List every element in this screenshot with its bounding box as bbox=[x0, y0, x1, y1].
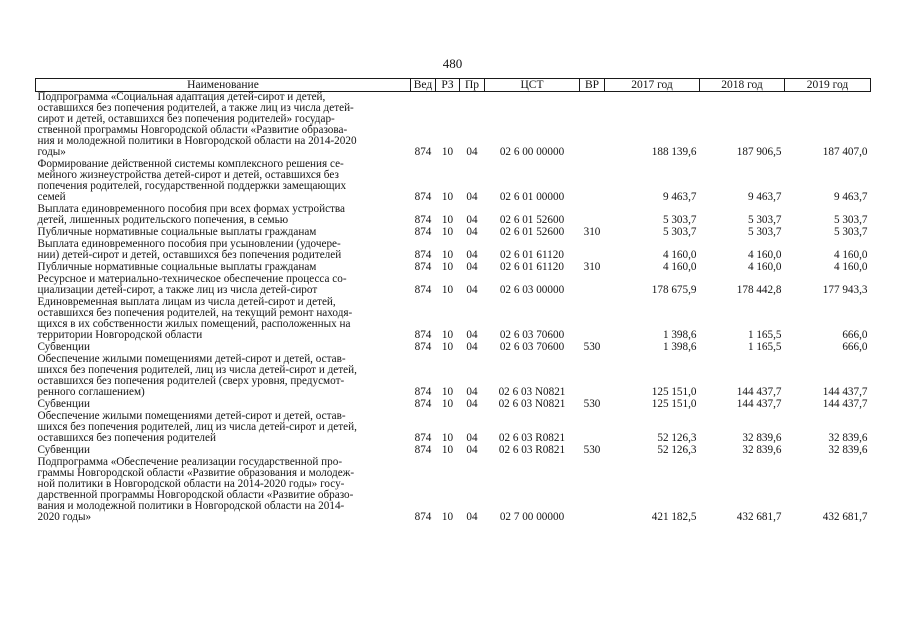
row-ved: 874 bbox=[414, 341, 432, 353]
header-vr: ВР bbox=[580, 79, 605, 92]
row-name: Обеспечение жилыми помещениями детей-сирот и детей, остав- шихся без попечения родителей, лиц из числа детей-сирот и детей, оставшихся без попечения родителей bbox=[37, 410, 357, 444]
row-2019: 9 463,7 bbox=[833, 191, 868, 203]
row-name: Публичные нормативные социальные выплаты гражданам bbox=[37, 261, 317, 273]
row-ved: 874 bbox=[414, 386, 432, 398]
header-row bbox=[36, 79, 871, 92]
page-number: 480 bbox=[442, 56, 463, 71]
row-pr: 04 bbox=[466, 444, 478, 456]
row-ved: 874 bbox=[414, 146, 432, 158]
row-rz: 10 bbox=[441, 386, 454, 398]
row-name: Выплата единовременного пособия при усыновлении (удочере- нии) детей-сирот и детей, оставшихся без попечения родителей bbox=[37, 238, 342, 261]
row-pr: 04 bbox=[466, 261, 478, 273]
row-name: Выплата единовременного пособия при всех формах устройства детей, лишенных родительского попечения, в семью bbox=[37, 203, 346, 226]
row-rz: 10 bbox=[441, 191, 454, 203]
row-2019: 5 303,7 bbox=[833, 214, 868, 226]
row-pr: 04 bbox=[466, 511, 478, 523]
row-pr: 04 bbox=[466, 398, 478, 410]
row-pr: 04 bbox=[466, 214, 478, 226]
row-pr: 04 bbox=[466, 226, 478, 238]
row-ved: 874 bbox=[414, 444, 432, 456]
row-2018: 4 160,0 bbox=[747, 249, 782, 261]
row-2019: 4 160,0 bbox=[833, 261, 868, 273]
row-name: Субвенции bbox=[37, 398, 90, 410]
row-2017: 1 398,6 bbox=[662, 329, 697, 341]
row-2017: 4 160,0 bbox=[662, 249, 697, 261]
row-name: Подпрограмма «Обеспечение реализации государственной про- граммы Новгородской области «Развитие образования и молодеж- ной политики в Новгородской области на 2014-2020 годы» госу- дарственной программы Новгородской области «Развитие образо- вания и молодежной политики в Новгородской области на 2014- 2020 годы» bbox=[37, 456, 355, 523]
row-2017: 52 126,3 bbox=[657, 444, 697, 456]
row-rz: 10 bbox=[441, 432, 454, 444]
row-vr bbox=[580, 297, 605, 342]
row-vr bbox=[580, 204, 605, 227]
row-2017: 52 126,3 bbox=[657, 432, 697, 444]
row-2017: 125 151,0 bbox=[651, 386, 697, 398]
row-2017: 188 139,6 bbox=[651, 146, 697, 158]
row-cst: 02 6 01 61120 bbox=[500, 261, 564, 273]
row-2017: 421 182,5 bbox=[651, 511, 697, 523]
row-2017: 178 675,9 bbox=[651, 284, 697, 296]
row-ved: 874 bbox=[414, 191, 432, 203]
header-cst: ЦСТ bbox=[485, 79, 580, 92]
row-vr bbox=[580, 274, 605, 297]
row-2017: 9 463,7 bbox=[662, 191, 697, 203]
row-2017: 4 160,0 bbox=[662, 261, 697, 273]
budget-table bbox=[35, 78, 871, 524]
row-2019: 4 160,0 bbox=[833, 249, 868, 261]
row-name: Субвенции bbox=[37, 444, 90, 456]
row-rz: 10 bbox=[441, 341, 454, 353]
row-2019: 666,0 bbox=[842, 341, 868, 353]
row-vr bbox=[580, 92, 605, 160]
row-2018: 1 165,5 bbox=[747, 341, 782, 353]
row-rz: 10 bbox=[441, 226, 454, 238]
row-2019: 666,0 bbox=[842, 329, 868, 341]
row-cst: 02 6 03 70600 bbox=[499, 329, 565, 341]
table-row bbox=[36, 274, 871, 297]
header-ved: Вед bbox=[411, 79, 436, 92]
row-2019: 432 681,7 bbox=[822, 511, 868, 523]
row-ved: 874 bbox=[414, 284, 432, 296]
row-vr: 310 bbox=[583, 226, 601, 238]
row-2018: 9 463,7 bbox=[747, 191, 782, 203]
header-2018: 2018 год bbox=[700, 79, 785, 92]
row-2018: 5 303,7 bbox=[747, 226, 782, 238]
row-rz: 10 bbox=[441, 398, 454, 410]
row-2018: 187 906,5 bbox=[736, 146, 782, 158]
row-rz: 10 bbox=[441, 261, 454, 273]
row-name: Публичные нормативные социальные выплаты гражданам bbox=[37, 226, 317, 238]
row-2017: 125 151,0 bbox=[651, 398, 697, 410]
row-vr bbox=[580, 411, 605, 445]
row-2017: 5 303,7 bbox=[662, 214, 697, 226]
row-2018: 32 839,6 bbox=[742, 432, 782, 444]
row-2019: 177 943,3 bbox=[822, 284, 868, 296]
row-ved: 874 bbox=[414, 432, 432, 444]
row-vr bbox=[580, 354, 605, 399]
row-2018: 5 303,7 bbox=[747, 214, 782, 226]
table-row bbox=[36, 354, 871, 399]
row-name: Единовременная выплата лицам из числа детей-сирот и детей, оставшихся без попечения родителей, на текущий ремонт находя- щихся в их собственности жилых помещений, расположенных на территории Новгородской области bbox=[37, 296, 353, 341]
row-cst: 02 6 01 61120 bbox=[500, 249, 564, 261]
row-pr: 04 bbox=[466, 249, 478, 261]
row-2018: 178 442,8 bbox=[736, 284, 782, 296]
row-rz: 10 bbox=[441, 284, 454, 296]
row-2018: 432 681,7 bbox=[736, 511, 782, 523]
row-cst: 02 6 01 00000 bbox=[499, 191, 565, 203]
row-ved: 874 bbox=[414, 226, 432, 238]
row-name: Субвенции bbox=[37, 341, 90, 353]
row-2018: 144 437,7 bbox=[736, 386, 782, 398]
row-2017: 5 303,7 bbox=[662, 226, 697, 238]
row-name: Формирование действенной системы комплексного решения се- мейного жизнеустройства детей-сирот и детей, оставшихся без попечения родителей, государственной поддержки замещающих семей bbox=[37, 158, 347, 203]
row-pr: 04 bbox=[466, 191, 478, 203]
row-cst: 02 6 00 00000 bbox=[499, 146, 565, 158]
row-2018: 144 437,7 bbox=[736, 398, 782, 410]
row-name: Ресурсное и материально-техническое обеспечение процесса со- циализации детей-сирот, а также лиц из числа детей-сирот bbox=[37, 273, 347, 296]
row-rz: 10 bbox=[441, 444, 454, 456]
row-cst: 02 6 01 52600 bbox=[499, 214, 565, 226]
row-pr: 04 bbox=[466, 146, 478, 158]
row-2019: 187 407,0 bbox=[822, 146, 868, 158]
row-2019: 5 303,7 bbox=[833, 226, 868, 238]
row-name: Подпрограмма «Социальная адаптация детей-сирот и детей, оставшихся без попечения родителей, а также лиц из числа детей- сирот и детей, оставшихся без попечения родителей» государ- ственной программы Новгородской области «Развитие образова- ния и молодежной политики в Новгородской области на 2014-2020 годы» bbox=[37, 91, 357, 158]
row-vr: 530 bbox=[583, 341, 601, 353]
row-2019: 32 839,6 bbox=[828, 444, 868, 456]
row-name: Обеспечение жилыми помещениями детей-сирот и детей, остав- шихся без попечения родителей, лиц из числа детей-сирот и детей, оставшихся без попечения родителей (сверх уровня, предусмот- ренного соглашением) bbox=[37, 353, 357, 398]
row-2019: 32 839,6 bbox=[828, 432, 868, 444]
row-pr: 04 bbox=[466, 329, 478, 341]
table-row bbox=[36, 159, 871, 204]
row-2018: 1 165,5 bbox=[747, 329, 782, 341]
header-2017: 2017 год bbox=[605, 79, 700, 92]
table-row bbox=[36, 204, 871, 227]
row-ved: 874 bbox=[414, 511, 432, 523]
row-pr: 04 bbox=[466, 284, 478, 296]
row-rz: 10 bbox=[441, 329, 454, 341]
row-vr bbox=[580, 239, 605, 262]
row-vr bbox=[580, 457, 605, 524]
row-cst: 02 7 00 00000 bbox=[499, 511, 565, 523]
row-pr: 04 bbox=[466, 341, 478, 353]
row-vr: 530 bbox=[583, 398, 601, 410]
row-vr bbox=[580, 159, 605, 204]
row-cst: 02 6 01 52600 bbox=[499, 226, 565, 238]
row-ved: 874 bbox=[414, 261, 432, 273]
row-cst: 02 6 03 70600 bbox=[499, 341, 565, 353]
header-2019: 2019 год bbox=[785, 79, 871, 92]
table-row bbox=[36, 411, 871, 445]
row-2017: 1 398,6 bbox=[662, 341, 697, 353]
row-2019: 144 437,7 bbox=[822, 386, 868, 398]
row-cst: 02 6 03 00000 bbox=[499, 284, 565, 296]
row-vr: 310 bbox=[583, 261, 601, 273]
row-rz: 10 bbox=[441, 146, 454, 158]
row-ved: 874 bbox=[414, 329, 432, 341]
table-row bbox=[36, 297, 871, 342]
table-row bbox=[36, 457, 871, 524]
table-row bbox=[36, 92, 871, 160]
row-ved: 874 bbox=[414, 249, 432, 261]
row-cst: 02 6 03 R0821 bbox=[498, 444, 566, 456]
header-rz: РЗ bbox=[436, 79, 460, 92]
row-2018: 4 160,0 bbox=[747, 261, 782, 273]
row-rz: 10 bbox=[441, 249, 454, 261]
row-cst: 02 6 03 N0821 bbox=[498, 398, 566, 410]
row-cst: 02 6 03 R0821 bbox=[498, 432, 566, 444]
row-rz: 10 bbox=[441, 511, 454, 523]
row-rz: 10 bbox=[441, 214, 454, 226]
table-row bbox=[36, 239, 871, 262]
row-cst: 02 6 03 N0821 bbox=[498, 386, 566, 398]
row-2019: 144 437,7 bbox=[822, 398, 868, 410]
row-pr: 04 bbox=[466, 386, 478, 398]
row-ved: 874 bbox=[414, 214, 432, 226]
header-name: Наименование bbox=[36, 79, 411, 92]
row-vr: 530 bbox=[583, 444, 601, 456]
header-pr: Пр bbox=[460, 79, 485, 92]
row-ved: 874 bbox=[414, 398, 432, 410]
row-2018: 32 839,6 bbox=[742, 444, 782, 456]
row-pr: 04 bbox=[466, 432, 478, 444]
